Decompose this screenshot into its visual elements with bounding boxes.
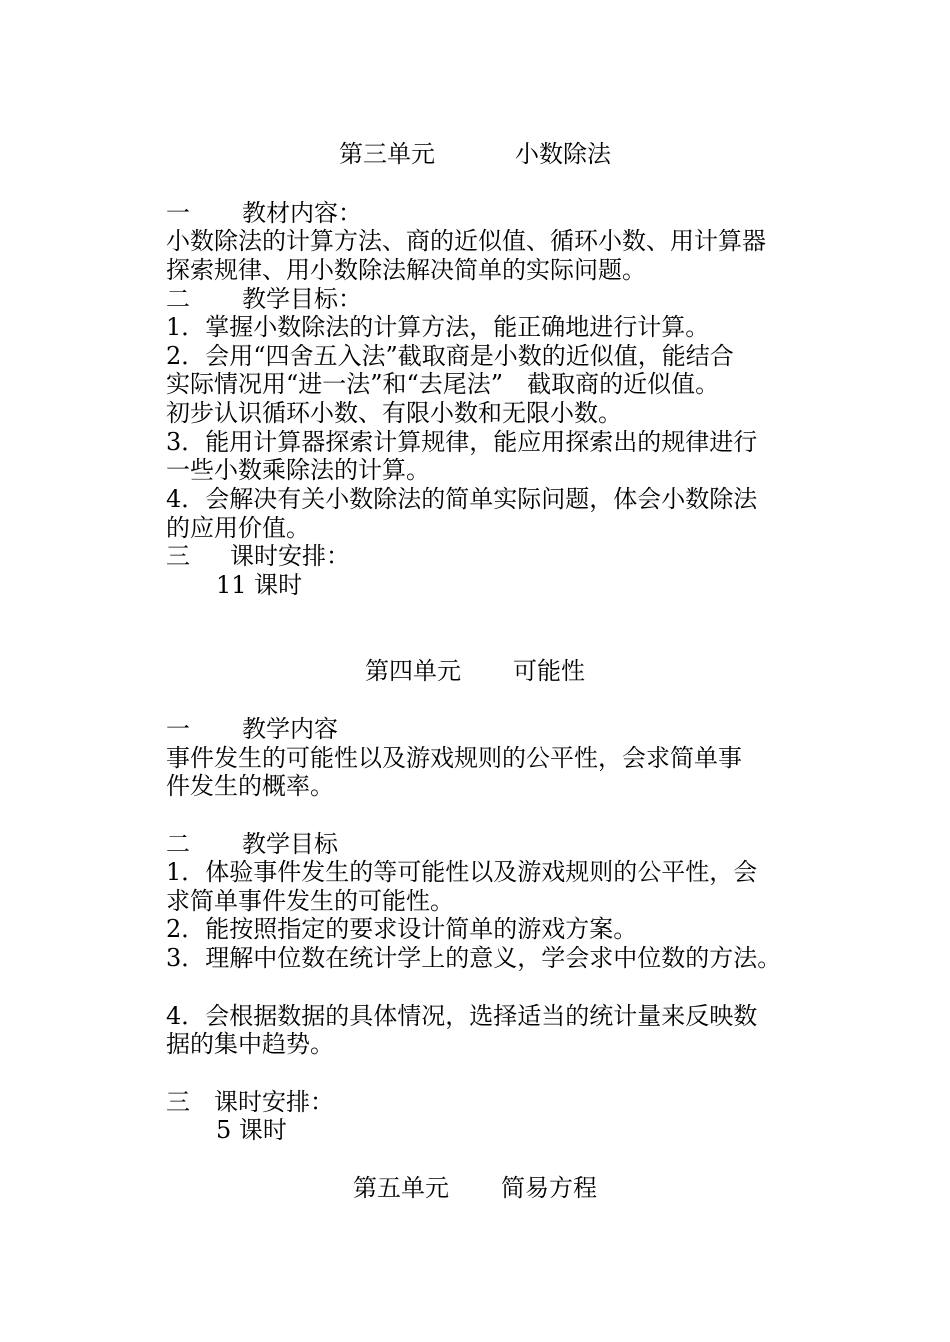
unit4-title [0, 657, 950, 685]
unit4-goal2: 2．能按照指定的要求设计简单的游戏方案。 [166, 915, 638, 943]
unit4-section3-label: 课时安排： [214, 1088, 334, 1116]
unit4-section3-heading [166, 1088, 334, 1116]
unit3-goal4-line2: 的应用价值。 [166, 514, 310, 542]
unit4-content-line1: 事件发生的可能性以及游戏规则的公平性，会求简单事 [166, 744, 742, 772]
unit3-section3-heading [166, 542, 350, 570]
unit3-section1-label: 教材内容： [242, 199, 362, 227]
unit3-goal3-line1: 3．能用计算器探索计算规律，能应用探索出的规律进行 [166, 428, 758, 456]
unit4-section1-num: 一 [166, 715, 190, 743]
unit3-section2-label: 教学目标： [242, 285, 362, 313]
unit3-title-right: 小数除法 [515, 140, 611, 168]
unit3-section1-heading [166, 199, 362, 227]
unit3-section2-num: 二 [166, 285, 190, 313]
unit3-goal2-line3: 初步认识循环小数、有限小数和无限小数。 [166, 399, 622, 427]
unit3-goal4-line1: 4．会解决有关小数除法的简单实际问题，体会小数除法 [166, 485, 758, 513]
unit3-content-line2: 探索规律、用小数除法解决简单的实际问题。 [166, 256, 646, 284]
unit4-content-line2: 件发生的概率。 [166, 772, 334, 800]
unit4-goal4-line1: 4．会根据数据的具体情况，选择适当的统计量来反映数 [166, 1002, 758, 1030]
unit3-section3-label: 课时安排： [230, 542, 350, 570]
unit4-title-left: 第四单元 [365, 657, 461, 685]
unit4-goal3: 3．理解中位数在统计学上的意义，学会求中位数的方法。 [166, 944, 782, 972]
unit4-goal1-line1: 1．体验事件发生的等可能性以及游戏规则的公平性，会 [166, 858, 758, 886]
unit3-section3-num: 三 [166, 542, 190, 570]
unit4-section1-label: 教学内容 [242, 715, 338, 743]
unit4-section2-heading [166, 830, 338, 858]
unit3-title-left: 第三单元 [339, 140, 435, 168]
unit3-content-line1: 小数除法的计算方法、商的近似值、循环小数、用计算器 [166, 227, 766, 255]
unit4-hours: 5 课时 [216, 1116, 287, 1144]
unit4-section3-num: 三 [166, 1088, 190, 1116]
unit3-section2-heading [166, 285, 362, 313]
unit4-section2-label: 教学目标 [242, 830, 338, 858]
unit3-goal2-line1: 2．会用“四舍五入法”截取商是小数的近似值，能结合 [166, 342, 734, 370]
unit4-section2-num: 二 [166, 830, 190, 858]
unit4-section1-heading [166, 715, 338, 743]
unit3-goal1: 1．掌握小数除法的计算方法，能正确地进行计算。 [166, 313, 710, 341]
unit5-title-left: 第五单元 [353, 1174, 449, 1202]
unit4-goal1-line2: 求简单事件发生的可能性。 [166, 887, 454, 915]
unit5-title [0, 1174, 950, 1202]
unit3-goal3-line2: 一些小数乘除法的计算。 [166, 456, 430, 484]
unit3-title [0, 140, 950, 168]
unit3-goal2-line2: 实际情况用“进一法”和“去尾法” 截取商的近似值。 [166, 370, 720, 398]
unit3-hours: 11 课时 [216, 571, 303, 599]
unit5-title-right: 简易方程 [501, 1174, 597, 1202]
unit3-section1-num: 一 [166, 199, 190, 227]
unit4-title-right: 可能性 [513, 657, 585, 685]
unit4-goal4-line2: 据的集中趋势。 [166, 1030, 334, 1058]
